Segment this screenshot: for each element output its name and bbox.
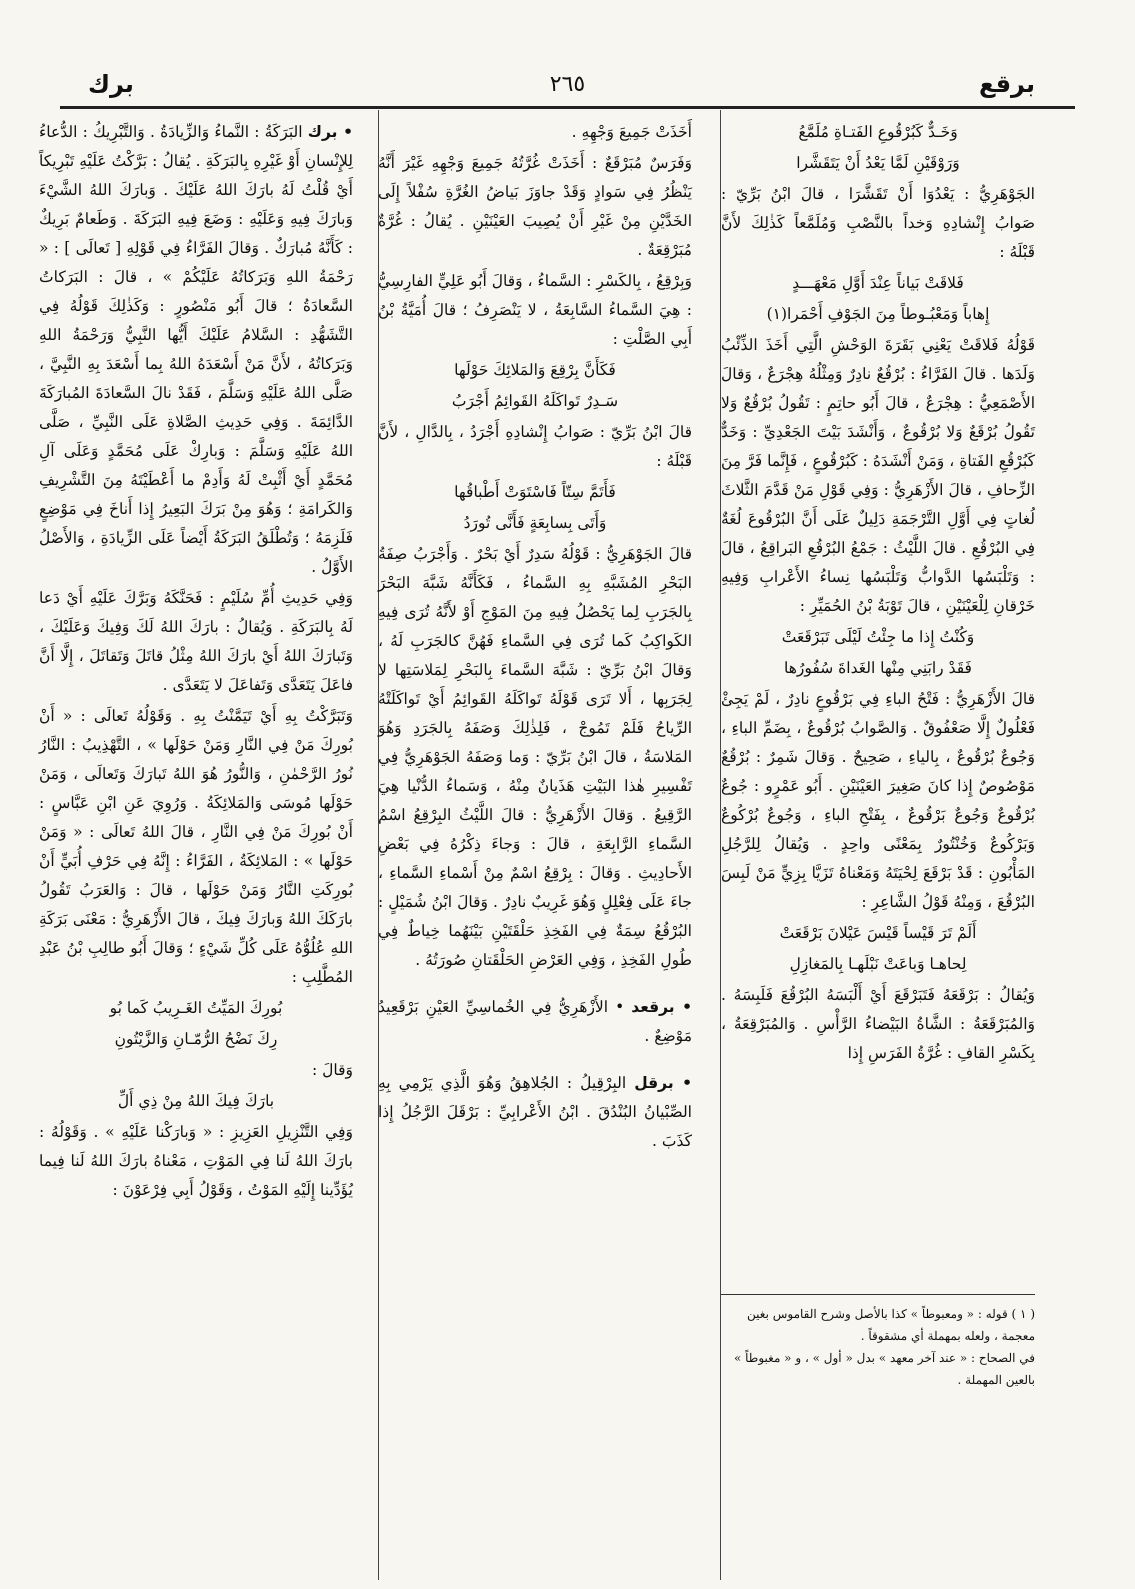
verse-line: وَكُنْتُ إِذا ما جِئْتُ لَيْلَى تَبَرْقَعَتْ	[781, 628, 975, 646]
header-rule	[60, 106, 1075, 109]
entry-paragraph	[378, 993, 692, 1051]
verse-line: فَكَأَنَّ بِرْقِعَ وَالمَلائِكَ حَوْلَها	[454, 361, 616, 379]
entry-text: البَرَكَةُ : النَّماءُ وَالزِّيادَةُ . وَالتَّبْرِيكُ : الدُّعاءُ لِلإِنْسانِ أَوْ غَيْرِهِ بِالبَرَكَةِ . يُقالُ : بَرَّكْتُ عَلَيْهِ تَبْرِيكاً أَيْ قُلْتُ لَهُ بارَكَ اللهُ عَلَيْكَ . وَبارَكَ اللهُ الشَّيْءَ وَبارَكَ فِيهِ وَعَلَيْهِ : وَضَعَ فِيهِ البَرَكَةَ . وَطَعامٌ بَرِيكٌ : كَأَنَّهُ مُبارَكٌ . وَقالَ الفَرَّاءُ فِي قَوْلِهِ [ تَعالَى ] : « رَحْمَةُ اللهِ وَبَرَكاتُهُ عَلَيْكُمْ » ، قالَ : البَرَكاتُ السَّعادَةُ ؛ قالَ أَبُو مَنْصُورٍ : وَكَذٰلِكَ قَوْلُهُ فِي التَّشَهُّدِ : السَّلامُ عَلَيْكَ أَيُّها النَّبِيُّ وَرَحْمَةُ اللهِ وَبَرَكاتُهُ ، لأَنَّ مَنْ أَسْعَدَهُ اللهُ بِما أَسْعَدَ بِهِ النَّبِيَّ ، صَلَّى اللهُ عَلَيْهِ وَسَلَّمَ ، فَقَدْ نالَ السَّعادَةَ المُبارَكَةَ الدَّائِمَةَ . وَفِي حَدِيثِ الصَّلاةِ عَلَى النَّبِيِّ ، صَلَّى اللهُ عَلَيْهِ وَسَلَّمَ : وَبارِكْ عَلَى مُحَمَّدٍ وَعَلَى آلِ مُحَمَّدٍ أَيْ أَثْبِتْ لَهُ وَأَدِمْ ما أَعْطَيْتَهُ مِنَ التَّشْرِيفِ وَالكَرامَةِ ؛ وَهُوَ مِنْ بَرَكَ البَعِيرُ إِذا أَناخَ فِي مَوْضِعٍ فَلَزِمَهُ ؛ وَتُطْلَقُ البَرَكَةُ أَيْضاً عَلَى الزِّيادَةِ ، وَالأَصْلُ الأَوَّلُ .	[39, 123, 353, 576]
verse-line: فَقَدْ رابَنِي مِنْها الغَداةَ سُفُورُها	[784, 659, 972, 677]
headword: • برك	[307, 123, 353, 141]
verse-line: بارَكَ فِيكَ اللهُ مِنْ ذِي أَلِّ	[117, 1092, 275, 1110]
entry-paragraph: وَفِي التَّنْزِيلِ العَزِيزِ : « وَبارَكْنا عَلَيْهِ » . وَقَوْلُهُ : بارَكَ اللهُ لَنا فِي المَوْتِ ، مَعْناهُ بارَكَ اللهُ لَنا فِيما يُؤَدِّينا إِلَيْهِ المَوْتُ ، وَقَوْلُ أَبِي فِرْعَوْنَ :	[39, 1123, 353, 1199]
verse-line: فَلاقَتْ بَياناً عِنْدَ أَوَّلِ مَعْهَـــدٍ	[792, 274, 964, 292]
verse-line: لِحاهـا وَباعَتْ نَبْلَهـا بِالمَغازِلِ	[789, 955, 967, 973]
footnote: في الصحاح : « عند آخر معهد » بدل « أول » ، و « مغبوطاً » بالعين المهملة .	[733, 1351, 1035, 1387]
verse-line: وَأَتَى بِسابِعَةٍ فَأَنَّى تُورَدُ	[463, 514, 607, 532]
footnote: ( ١ ) قوله : « ومعبوطاً » كذا بالأصل وشرح القاموس بغين معجمة ، ولعله بمهملة أي مشقوقاً .	[747, 1307, 1035, 1343]
verse-line: بُورِكَ المَيِّتُ الغَـرِيبُ كَما بُو	[109, 999, 283, 1017]
headword: • برقعد	[631, 998, 692, 1016]
footnotes	[721, 1294, 1035, 1391]
headword: • برقل	[634, 1074, 692, 1092]
entry-paragraph: أَخَذَتْ جَمِيعَ وَجْهِهِ .	[571, 123, 692, 141]
entry-paragraph: وَقالَ :	[311, 1061, 353, 1079]
verse-line: وَخَـدٌّ كَبُرْقُوعِ الفَتـاةِ مُلَمَّعُ	[798, 123, 958, 141]
entry-paragraph	[378, 1069, 692, 1156]
entry-text: البِرْقِيلُ : الجُلاهِقُ وَهُوَ الَّذِي يَرْمِي بِهِ الصِّبْيانُ البُنْدُقَ . ابْنُ الأَعْرابِيِّ : بَرْقَلَ الرَّجُلُ إِذا كَذَبَ .	[378, 1074, 692, 1150]
verse-line: وَرَوْقَيْنِ لَمَّا يَعْدُ أَنْ يَتَقَشَّرا	[796, 154, 960, 172]
entry-paragraph: قالَ ابْنُ بَرِّيّ : صَوابُ إِنْشادِهِ أَجْرَدُ ، بِالدَّالِ ، لأَنَّ قَبْلَهُ :	[378, 423, 692, 470]
verse-line: فَأَتَمَّ سِتّاً فَاسْتَوَتْ أَطْباقُها	[454, 483, 616, 501]
entry-paragraph: وَفِي حَدِيثِ أُمِّ سُلَيْمٍ : فَحَنَّكَهُ وَبَرَّكَ عَلَيْهِ أَيْ دَعا لَهُ بِالبَرَكَةِ . وَيُقالُ : بارَكَ اللهُ لَكَ وَفِيكَ وَعَلَيْكَ ، وَتَبارَكَ اللهُ أَيْ بارَكَ اللهُ مِثْلُ قاتَلَ وَتَقاتَلَ ، إِلَّا أَنَّ فاعَلَ يَتَعَدَّى وَتَفاعَلَ لا يَتَعَدَّى .	[39, 589, 353, 694]
entry-paragraph: وَبِرْقِعُ ، بِالكَسْرِ : السَّماءُ ، وَقالَ أَبُو عَلِيٍّ الفارِسِيُّ : هِيَ السَّماءُ السَّابِعَةُ ، لا يَنْصَرِفُ ؛ قالَ أُمَيَّةُ بْنُ أَبِي الصَّلْتِ :	[378, 272, 692, 348]
entry-paragraph: وَيُقالُ : بَرْقَعَهُ فَتَبَرْقَعَ أَيْ أَلْبَسَهُ البُرْقُعَ فَلَبِسَهُ . وَالمُبَرْقَعَةُ : الشَّاةُ البَيْضاءُ الرَّأْسِ . وَالمُبَرْقِعَةُ ، بِكَسْرِ القافِ : غُرَّةُ الفَرَسِ إِذا	[721, 986, 1035, 1062]
verse-line: رِكَ نَضْحُ الرُّمّـانِ وَالزَّيْتُونِ	[114, 1030, 278, 1048]
entry-paragraph: قالَ الجَوْهَرِيُّ : قَوْلُهُ سَدِرٌ أَيْ بَحْرٌ . وَأَجْرَبُ صِفَةُ البَحْرِ المُشَبَّهِ بِهِ السَّماءُ ، فَكَأَنَّهُ شَبَّهَ البَحْرَ بِالجَرَبِ لِما يَحْصُلُ فِيهِ مِنَ المَوْجِ أَوْ لأَنَّهُ تُرَى فِيهِ الكَواكِبُ كَما تُرَى فِي السَّماءِ فَهُنَّ كالجَرَبِ لَهُ ، وَقالَ ابْنُ بَرِّيّ : شَبَّهَ السَّماءَ بِالبَحْرِ لِمَلاسَتِها لا لِجَرَبِها ، أَلا تَرَى قَوْلَهُ تَواكَلَهُ القَوائِمُ أَيْ تَواكَلَتْهُ الرِّياحُ فَلَمْ تَمُوجْ ، فَلِذٰلِكَ وَصَفَهُ بِالجَرَدِ وَهُوَ المَلاسَةُ ، قالَ ابْنُ بَرِّيّ : وَما وَصَفَهُ الجَوْهَرِيُّ فِي تَفْسِيرِ هٰذا البَيْتِ هَذَيانٌ مِنْهُ ، وَسَماءُ الدُّنْيا هِيَ الرَّقِيعُ . وَقالَ الأَزْهَرِيُّ : قالَ اللَّيْثُ البِرْقِعُ اسْمُ السَّماءِ الرَّابِعَةِ ، قالَ : وَجاءَ ذِكْرُهُ فِي بَعْضِ الأَحادِيثِ . وَقالَ : بِرْقِعُ اسْمٌ مِنْ أَسْماءِ السَّماءِ ، جاءَ عَلَى فِعْلِلٍ وَهُوَ غَرِيبٌ نادِرٌ . وَقالَ ابْنُ شُمَيْلٍ : البُرْقُعُ سِمَةٌ فِي الفَخِذِ حَلْقَتَيْنِ بَيْنَهُما خِياطٌ فِي طُولِ الفَخِذِ ، وَفِي العَرْضِ الحَلْقَتانِ صُورَتُهُ .	[378, 545, 692, 969]
verse-line: سَـدِرٌ تَواكَلَهُ القَوائِمُ أَجْرَبُ	[451, 392, 619, 410]
running-headword-right: برقع	[978, 70, 1035, 98]
verse-line: أَلَمْ تَرَ قَيْساً قَيْسَ عَيْلانَ بَرْقَعَتْ	[779, 924, 977, 942]
column-middle	[378, 118, 692, 1578]
column-left	[39, 118, 353, 1578]
page-number: ٢٦٥	[549, 72, 586, 97]
entry-paragraph: وَفَرَسٌ مُبَرْقَعٌ : أَخَذَتْ غُرَّتُهُ جَمِيعَ وَجْهِهِ غَيْرَ أَنَّهُ يَنْظُرُ فِي سَوادٍ وَقَدْ جاوَزَ بَياضُ الغُرَّةِ سُفْلاً إِلَى الخَدَّيْنِ مِنْ غَيْرِ أَنْ يُصِيبَ العَيْنَيْنِ . يُقالُ : غُرَّةٌ مُبَرْقِعَةٌ .	[378, 154, 692, 259]
running-headword-left: برك	[88, 70, 134, 98]
entry-paragraph: قالَ الأَزْهَرِيُّ : فَتْحُ الباءِ فِي بَرْقُوعٍ نادِرٌ ، لَمْ يَجِئْ فَعْلُولٌ إِلَّا صَعْفُوقٌ . وَالصَّوابُ بُرْقُوعٌ ، بِضَمِّ الباءِ ، وَجُوعٌ بُرْقُوعٌ ، بِالياءِ ، صَحِيحٌ . وَقالَ شَمِرٌ : بُرْقُعٌ مَوْصُوصٌ إِذا كانَ صَغِيرَ العَيْنَيْنِ . أَبُو عَمْرٍو : جُوعٌ بُرْقُوعٌ وَجُوعٌ بَرْقُوعٌ ، بِفَتْحِ الباءِ ، وَجُوعٌ بُرْكُوعٌ وَبَرْكُوعٌ وَخُنْتُورٌ بِمَعْنًى واحِدٍ . وَيُقالُ لِلرَّجُلِ المَأْبُونِ : قَدْ بَرْقَعَ لِحْيَتَهُ وَمَعْناهُ تَزَيَّا بِزِيٍّ مَنْ لَبِسَ البُرْقُعَ ، وَمِنْهُ قَوْلُ الشَّاعِرِ :	[721, 690, 1035, 911]
entry-paragraph	[39, 118, 353, 582]
entry-paragraph: الجَوْهَرِيُّ : يَعْدُوَا أَنْ تَقَشَّرَا ، قالَ ابْنُ بَرِّيّ : صَوابُ إِنْشادِهِ وَخداً بالنَّصْبِ وَمُلَمَّعاً كَذٰلِكَ لأَنَّ قَبْلَهُ :	[721, 185, 1035, 261]
entry-text: • الأَزْهَرِيُّ فِي الخُماسِيِّ العَيْنِ بَرْقَعِيدُ مَوْضِعٌ .	[378, 998, 692, 1045]
entry-paragraph: وَتَبَرَّكْتُ بِهِ أَيْ تَيَمَّنْتُ بِهِ . وَقَوْلُهُ تَعالَى : « أَنْ بُورِكَ مَنْ فِي النَّارِ وَمَنْ حَوْلَها » ، التَّهْذِيبُ : النَّارُ نُورُ الرَّحْمٰنِ ، وَالنُّورُ هُوَ اللهُ تَبارَكَ وَتَعالَى ، وَمَنْ حَوْلَها مُوسَى وَالمَلائِكَةُ . وَرُوِيَ عَنِ ابْنِ عَبَّاسٍ : أَنْ بُورِكَ مَنْ فِي النَّارِ ، قالَ اللهُ تَعالَى : « وَمَنْ حَوْلَها » : المَلائِكَةُ ، الفَرَّاءُ : إِنَّهُ فِي حَرْفِ أُبَيٍّ أَنْ بُورِكَتِ النَّارُ وَمَنْ حَوْلَها ، قالَ : وَالعَرَبُ تَقُولُ بارَكَكَ اللهُ وَبارَكَ فِيكَ ، قالَ الأَزْهَرِيُّ : مَعْنَى بَرَكَةِ اللهِ عُلُوُّهُ عَلَى كُلِّ شَيْءٍ ؛ وَقالَ أَبُو طالِبِ بْنُ عَبْدِ المُطَّلِبِ :	[39, 707, 353, 986]
entry-paragraph: قَوْلُهُ فَلاقَتْ يَعْنِي بَقَرَةَ الوَحْشِ الَّتِي أَخَذَ الذِّئْبُ وَلَدَها . قالَ الفَرَّاءُ : بُرْقُعٌ نادِرٌ وَمِثْلُهُ هِجْرَعٌ ، وَقالَ الأَصْمَعِيُّ : هِجْرَعٌ ، قالَ أَبُو حاتِمٍ : تَقُولُ بُرْقُعٌ وَلا تَقُولُ بُرْقَعٌ وَلا بُرْقُوعٌ ، وَأَنْشَدَ بَيْتَ الجَعْدِيِّ : وَخَدٌّ كَبُرْقُعِ الفَتاةِ ، وَمَنْ أَنْشَدَهُ : كَبُرْقُوعٍ ، فَإِنَّما فَرَّ مِنَ الزِّحافِ ، قالَ الأَزْهَرِيُّ : وَفِي قَوْلِ مَنْ قَدَّمَ الثَّلاثَ لُغاتٍ فِي أَوَّلِ التَّرْجَمَةِ دَلِيلٌ عَلَى أَنَّ البُرْقُوعَ لُغَةٌ فِي البُرْقُعِ . قالَ اللَّيْثُ : جَمْعُ البُرْقُعِ البَراقِعُ ، قالَ : وَتَلْبَسُها الدَّوابُّ وَتَلْبَسُها نِساءُ الأَعْرابِ وَفِيهِ خَرْقانِ لِلْعَيْنَيْنِ ، قالَ تَوْبَةُ بْنُ الحُمَيِّرِ :	[721, 336, 1035, 615]
verse-line: إِهاباً وَمَعْبُـوطاً مِنَ الجَوْفِ أَحْمَرا(١)	[766, 305, 990, 323]
